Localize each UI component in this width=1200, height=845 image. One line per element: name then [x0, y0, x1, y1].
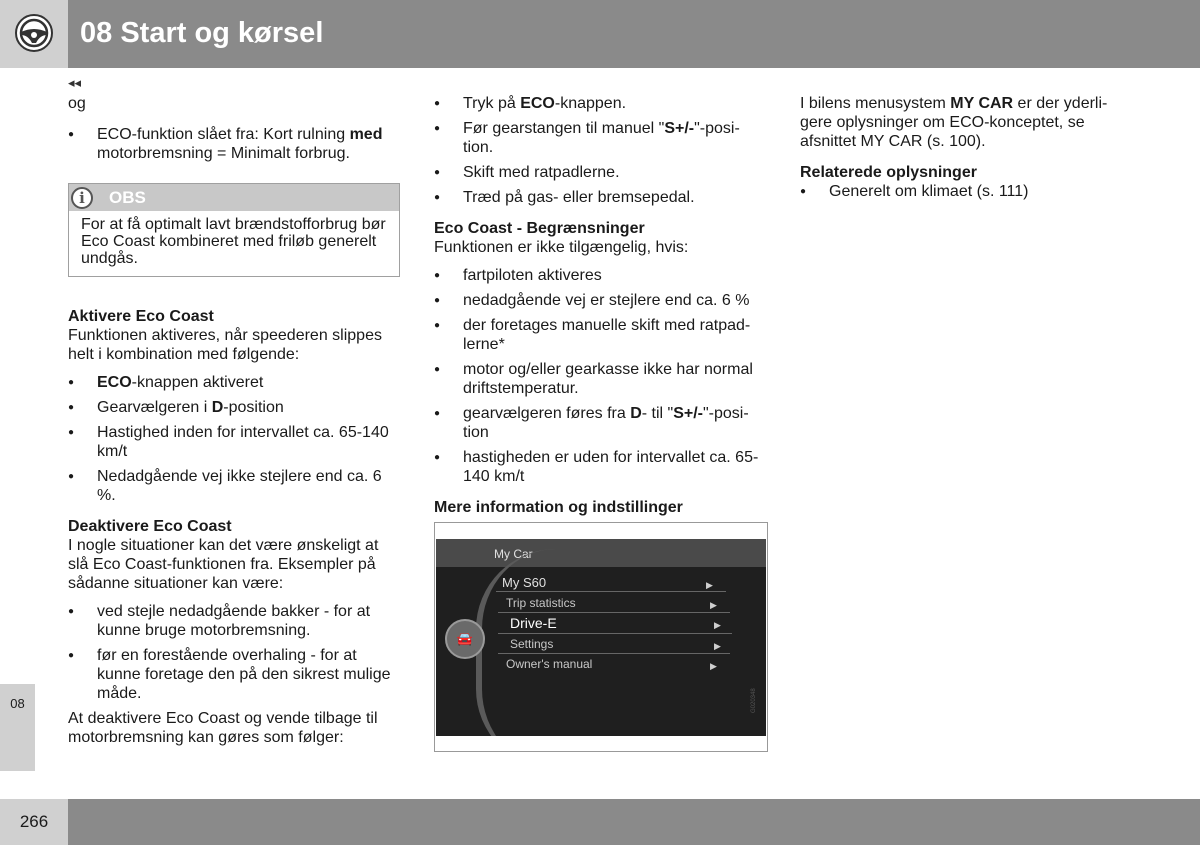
- list-item: ● motor og/eller gearkasse ikke har normal driftstemperatur.: [434, 360, 768, 398]
- menu-item-settings[interactable]: Settings: [510, 637, 554, 651]
- heading-activate: Aktivere Eco Coast: [68, 308, 214, 325]
- column-middle: [434, 94, 768, 752]
- info-icon: i: [71, 187, 93, 209]
- menu-item-my-s60[interactable]: My S60: [502, 575, 547, 590]
- car-icon: 🚘: [456, 631, 474, 646]
- related-list: [800, 182, 1130, 201]
- heading-deactivate: Deaktivere Eco Coast: [68, 518, 232, 535]
- heading-more-info: Mere information og indstillinger: [434, 499, 683, 516]
- obs-text: For at få optimalt lavt brændstofforbrug bør Eco Coast kombineret med friløb generelt undgås.: [81, 216, 386, 267]
- menu-divider: [496, 591, 726, 592]
- menu-item-drive-e[interactable]: Drive-E: [510, 615, 557, 631]
- footer-bar: [68, 799, 1200, 845]
- list-item: ● ECO-knappen aktiveret: [68, 373, 400, 392]
- list-item: ● Skift med ratpadlerne.: [434, 163, 768, 182]
- chevron-right-icon: ▶: [714, 641, 721, 651]
- intro-text: og: [68, 95, 86, 112]
- chevron-right-icon: ▶: [710, 600, 717, 610]
- limits-intro: Funktionen er ikke tilgængelig, hvis:: [434, 239, 689, 256]
- menu-divider: [498, 633, 732, 634]
- list-item: ● Før gearstangen til manuel "S+/-"-posi-tion.: [434, 119, 768, 157]
- list-item: ● Gearvælgeren i D-position: [68, 398, 400, 417]
- display-screen: [436, 539, 766, 736]
- deactivate-intro: I nogle situationer kan det være ønskeligt at slå Eco Coast-funktionen fra. Eksempler på sådanne situationer kan være:: [68, 537, 379, 592]
- related-link[interactable]: ● Generelt om klimaet (s. 111): [800, 182, 1130, 201]
- screen-title: My Car: [494, 547, 533, 561]
- obs-note: [68, 183, 400, 277]
- heading-related: Relaterede oplysninger: [800, 164, 977, 181]
- column-left: [68, 94, 400, 747]
- back-arrow-icon[interactable]: ◂◂: [68, 75, 82, 90]
- list-item: ● der foretages manuelle skift med ratpad-lerne*: [434, 316, 768, 354]
- header-icon-area: [0, 0, 68, 68]
- page-number: 266: [19, 812, 49, 831]
- list-item: ● fartpiloten aktiveres: [434, 266, 768, 285]
- menu-item-trip-statistics[interactable]: Trip statistics: [506, 596, 576, 610]
- heading-limits: Eco Coast - Begrænsninger: [434, 220, 645, 237]
- chevron-right-icon: ▶: [706, 580, 713, 590]
- activate-list: [68, 373, 400, 505]
- obs-label: OBS: [109, 188, 146, 207]
- image-code: G020348: [751, 688, 757, 713]
- list-item: ● nedadgående vej er stejlere end ca. 6 %: [434, 291, 768, 310]
- obs-header: [69, 184, 399, 211]
- menu-divider: [498, 612, 730, 613]
- column-right: [800, 94, 1130, 207]
- eco-off-list: [68, 125, 400, 163]
- list-item: ● Træd på gas- eller bremsepedal.: [434, 188, 768, 207]
- list-item: ● hastigheden er uden for intervallet ca. 65-140 km/t: [434, 448, 768, 486]
- menu-item-owners-manual[interactable]: Owner's manual: [506, 657, 593, 671]
- list-item: ● ECO-funktion slået fra: Kort rulning med motorbremsning = Minimalt forbrug.: [68, 125, 400, 163]
- my-car-screenshot: [434, 522, 768, 752]
- deactivate-outro: At deaktivere Eco Coast og vende tilbage til motorbremsning kan gøres som følger:: [68, 710, 378, 746]
- steering-wheel-icon: [14, 13, 54, 53]
- car-button[interactable]: [445, 619, 485, 659]
- deactivate-steps: [434, 94, 768, 207]
- list-item: ● Hastighed inden for intervallet ca. 65-140 km/t: [68, 423, 400, 461]
- chevron-right-icon: ▶: [710, 661, 717, 671]
- list-item: ● Tryk på ECO-knappen.: [434, 94, 768, 113]
- list-item: ● gearvælgeren føres fra D- til "S+/-"-posi-tion: [434, 404, 768, 442]
- chevron-right-icon: ▶: [714, 620, 721, 630]
- chapter-tab: [0, 684, 35, 771]
- list-item: ● Nedadgående vej ikke stejlere end ca. 6 %.: [68, 467, 400, 505]
- chapter-tab-label: 08: [10, 696, 25, 711]
- list-item: ● ved stejle nedadgående bakker - for at kunne bruge motorbremsning.: [68, 602, 400, 640]
- my-car-text: I bilens menusystem MY CAR er der yderli-gere oplysninger om ECO-konceptet, se afsnittet MY CAR (s. 100).: [800, 95, 1108, 150]
- activate-intro: Funktionen aktiveres, når speederen slippes helt i kombination med følgende:: [68, 327, 382, 363]
- limits-list: [434, 266, 768, 486]
- list-item: ● før en forestående overhaling - for at kunne foretage den på den sikrest mulige måde.: [68, 646, 400, 703]
- menu-divider: [498, 653, 730, 654]
- chapter-title: 08 Start og kørsel: [80, 17, 324, 49]
- deactivate-list: [68, 602, 400, 703]
